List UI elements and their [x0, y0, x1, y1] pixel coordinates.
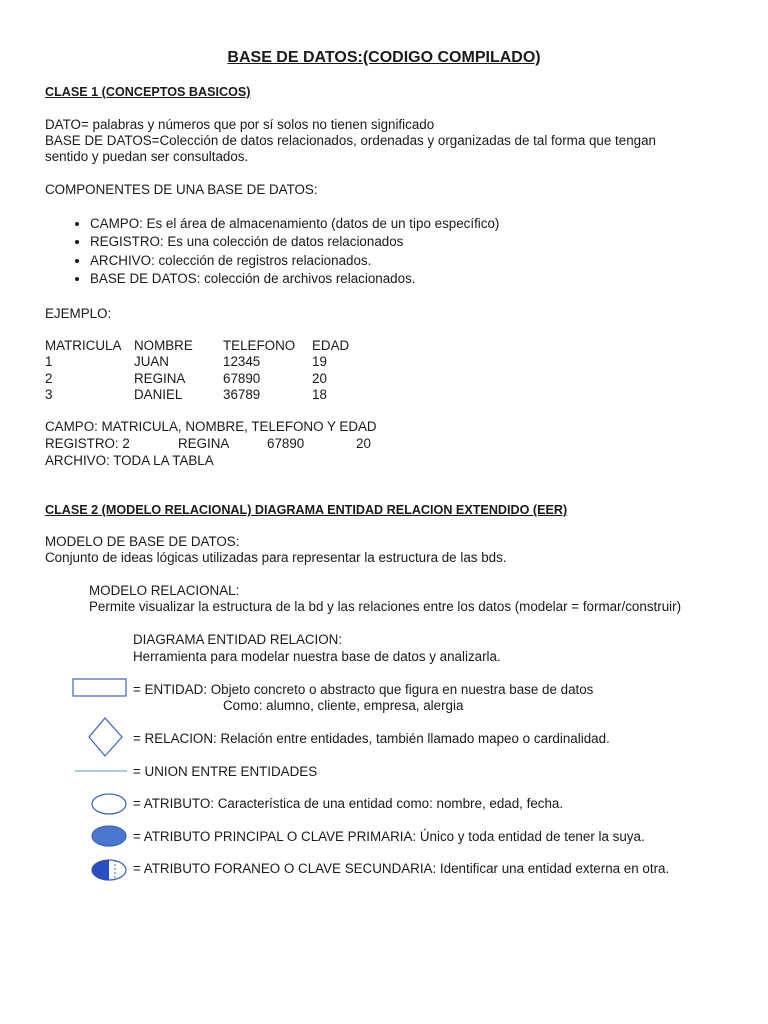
table-cell: 1 — [45, 354, 53, 369]
foreign-key-ellipse-icon — [90, 857, 130, 883]
modelo-bd-description: Conjunto de ideas lógicas utilizadas para representar la estructura de las bds. — [45, 550, 507, 565]
legend-entidad: = ENTIDAD: Objeto concreto o abstracto que figura en nuestra base de datos — [133, 682, 594, 697]
registro-label: REGISTRO: 2 — [45, 436, 130, 451]
list-item: • CAMPO: Es el área de almacenamiento (datos de un tipo específico) — [90, 215, 499, 233]
attribute-ellipse-shape — [92, 794, 126, 814]
registro-nombre: REGINA — [178, 436, 230, 451]
union-line-icon — [75, 768, 129, 774]
list-item: • REGISTRO: Es una colección de datos relacionados — [90, 233, 499, 251]
table-cell: DANIEL — [134, 387, 183, 402]
table-header-cell: MATRICULA — [45, 338, 122, 353]
table-header-cell: EDAD — [312, 338, 350, 353]
archivo-line: ARCHIVO: TODA LA TABLA — [45, 453, 214, 468]
clase2-heading: CLASE 2 (MODELO RELACIONAL) DIAGRAMA ENTIDAD RELACION EXTENDIDO (EER) — [45, 503, 568, 517]
componentes-heading: COMPONENTES DE UNA BASE DE DATOS: — [45, 182, 318, 197]
componentes-list — [45, 215, 499, 288]
table-cell: 67890 — [223, 371, 261, 386]
legend-atributo-principal: = ATRIBUTO PRINCIPAL O CLAVE PRIMARIA: Único y toda entidad de tener la suya. — [133, 829, 645, 844]
modelo-relacional-description: Permite visualizar la estructura de la bd y las relaciones entre los datos (modelar = formar/construir) — [89, 599, 682, 614]
table-cell: JUAN — [134, 354, 169, 369]
ejemplo-label: EJEMPLO: — [45, 306, 112, 321]
entity-rectangle-icon — [72, 678, 128, 698]
legend-relacion: = RELACION: Relación entre entidades, también llamado mapeo o cardinalidad. — [133, 731, 610, 746]
modelo-bd-label: MODELO DE BASE DE DATOS: — [45, 534, 240, 549]
legend-union: = UNION ENTRE ENTIDADES — [133, 764, 318, 779]
table-header-cell: NOMBRE — [134, 338, 193, 353]
table-cell: 19 — [312, 354, 327, 369]
list-item: • ARCHIVO: colección de registros relacionados. — [90, 252, 499, 270]
table-cell: 2 — [45, 371, 53, 386]
foreign-key-ellipse-fill — [92, 860, 109, 880]
page-title: BASE DE DATOS:(CODIGO COMPILADO) — [227, 49, 541, 66]
campo-line: CAMPO: MATRICULA, NOMBRE, TELEFONO Y EDAD — [45, 419, 377, 434]
dato-definition: DATO= palabras y números que por sí solos no tienen significado — [45, 117, 435, 132]
table-cell: 18 — [312, 387, 327, 402]
table-cell: 20 — [312, 371, 327, 386]
attribute-ellipse-icon — [90, 792, 130, 816]
legend-atributo-foraneo: = ATRIBUTO FORANEO O CLAVE SECUNDARIA: Identificar una entidad externa en otra. — [133, 861, 670, 876]
diagrama-label: DIAGRAMA ENTIDAD RELACION: — [133, 632, 343, 647]
relation-diamond-icon — [88, 716, 124, 758]
primary-key-ellipse-shape — [92, 826, 126, 846]
table-cell: 3 — [45, 387, 53, 402]
registro-edad: 20 — [356, 436, 371, 451]
table-header-cell: TELEFONO — [223, 338, 296, 353]
table-cell: 36789 — [223, 387, 261, 402]
clase1-heading: CLASE 1 (CONCEPTOS BASICOS) — [45, 85, 251, 99]
relation-diamond-shape — [89, 718, 122, 756]
primary-key-ellipse-icon — [90, 824, 130, 848]
entity-rectangle-shape — [73, 679, 126, 696]
base-datos-definition-line2: sentido y puedan ser consultados. — [45, 149, 249, 164]
diagrama-description: Herramienta para modelar nuestra base de datos y analizarla. — [133, 649, 501, 664]
base-datos-definition-line1: BASE DE DATOS=Colección de datos relacionados, ordenadas y organizadas de tal forma que tengan — [45, 133, 657, 148]
registro-telefono: 67890 — [267, 436, 305, 451]
list-item: • BASE DE DATOS: colección de archivos relacionados. — [90, 270, 499, 288]
modelo-relacional-label: MODELO RELACIONAL: — [89, 583, 240, 598]
table-cell: REGINA — [134, 371, 186, 386]
legend-atributo: = ATRIBUTO: Característica de una entidad como: nombre, edad, fecha. — [133, 796, 564, 811]
table-cell: 12345 — [223, 354, 261, 369]
legend-entidad-ejemplos: Como: alumno, cliente, empresa, alergia — [223, 698, 464, 713]
